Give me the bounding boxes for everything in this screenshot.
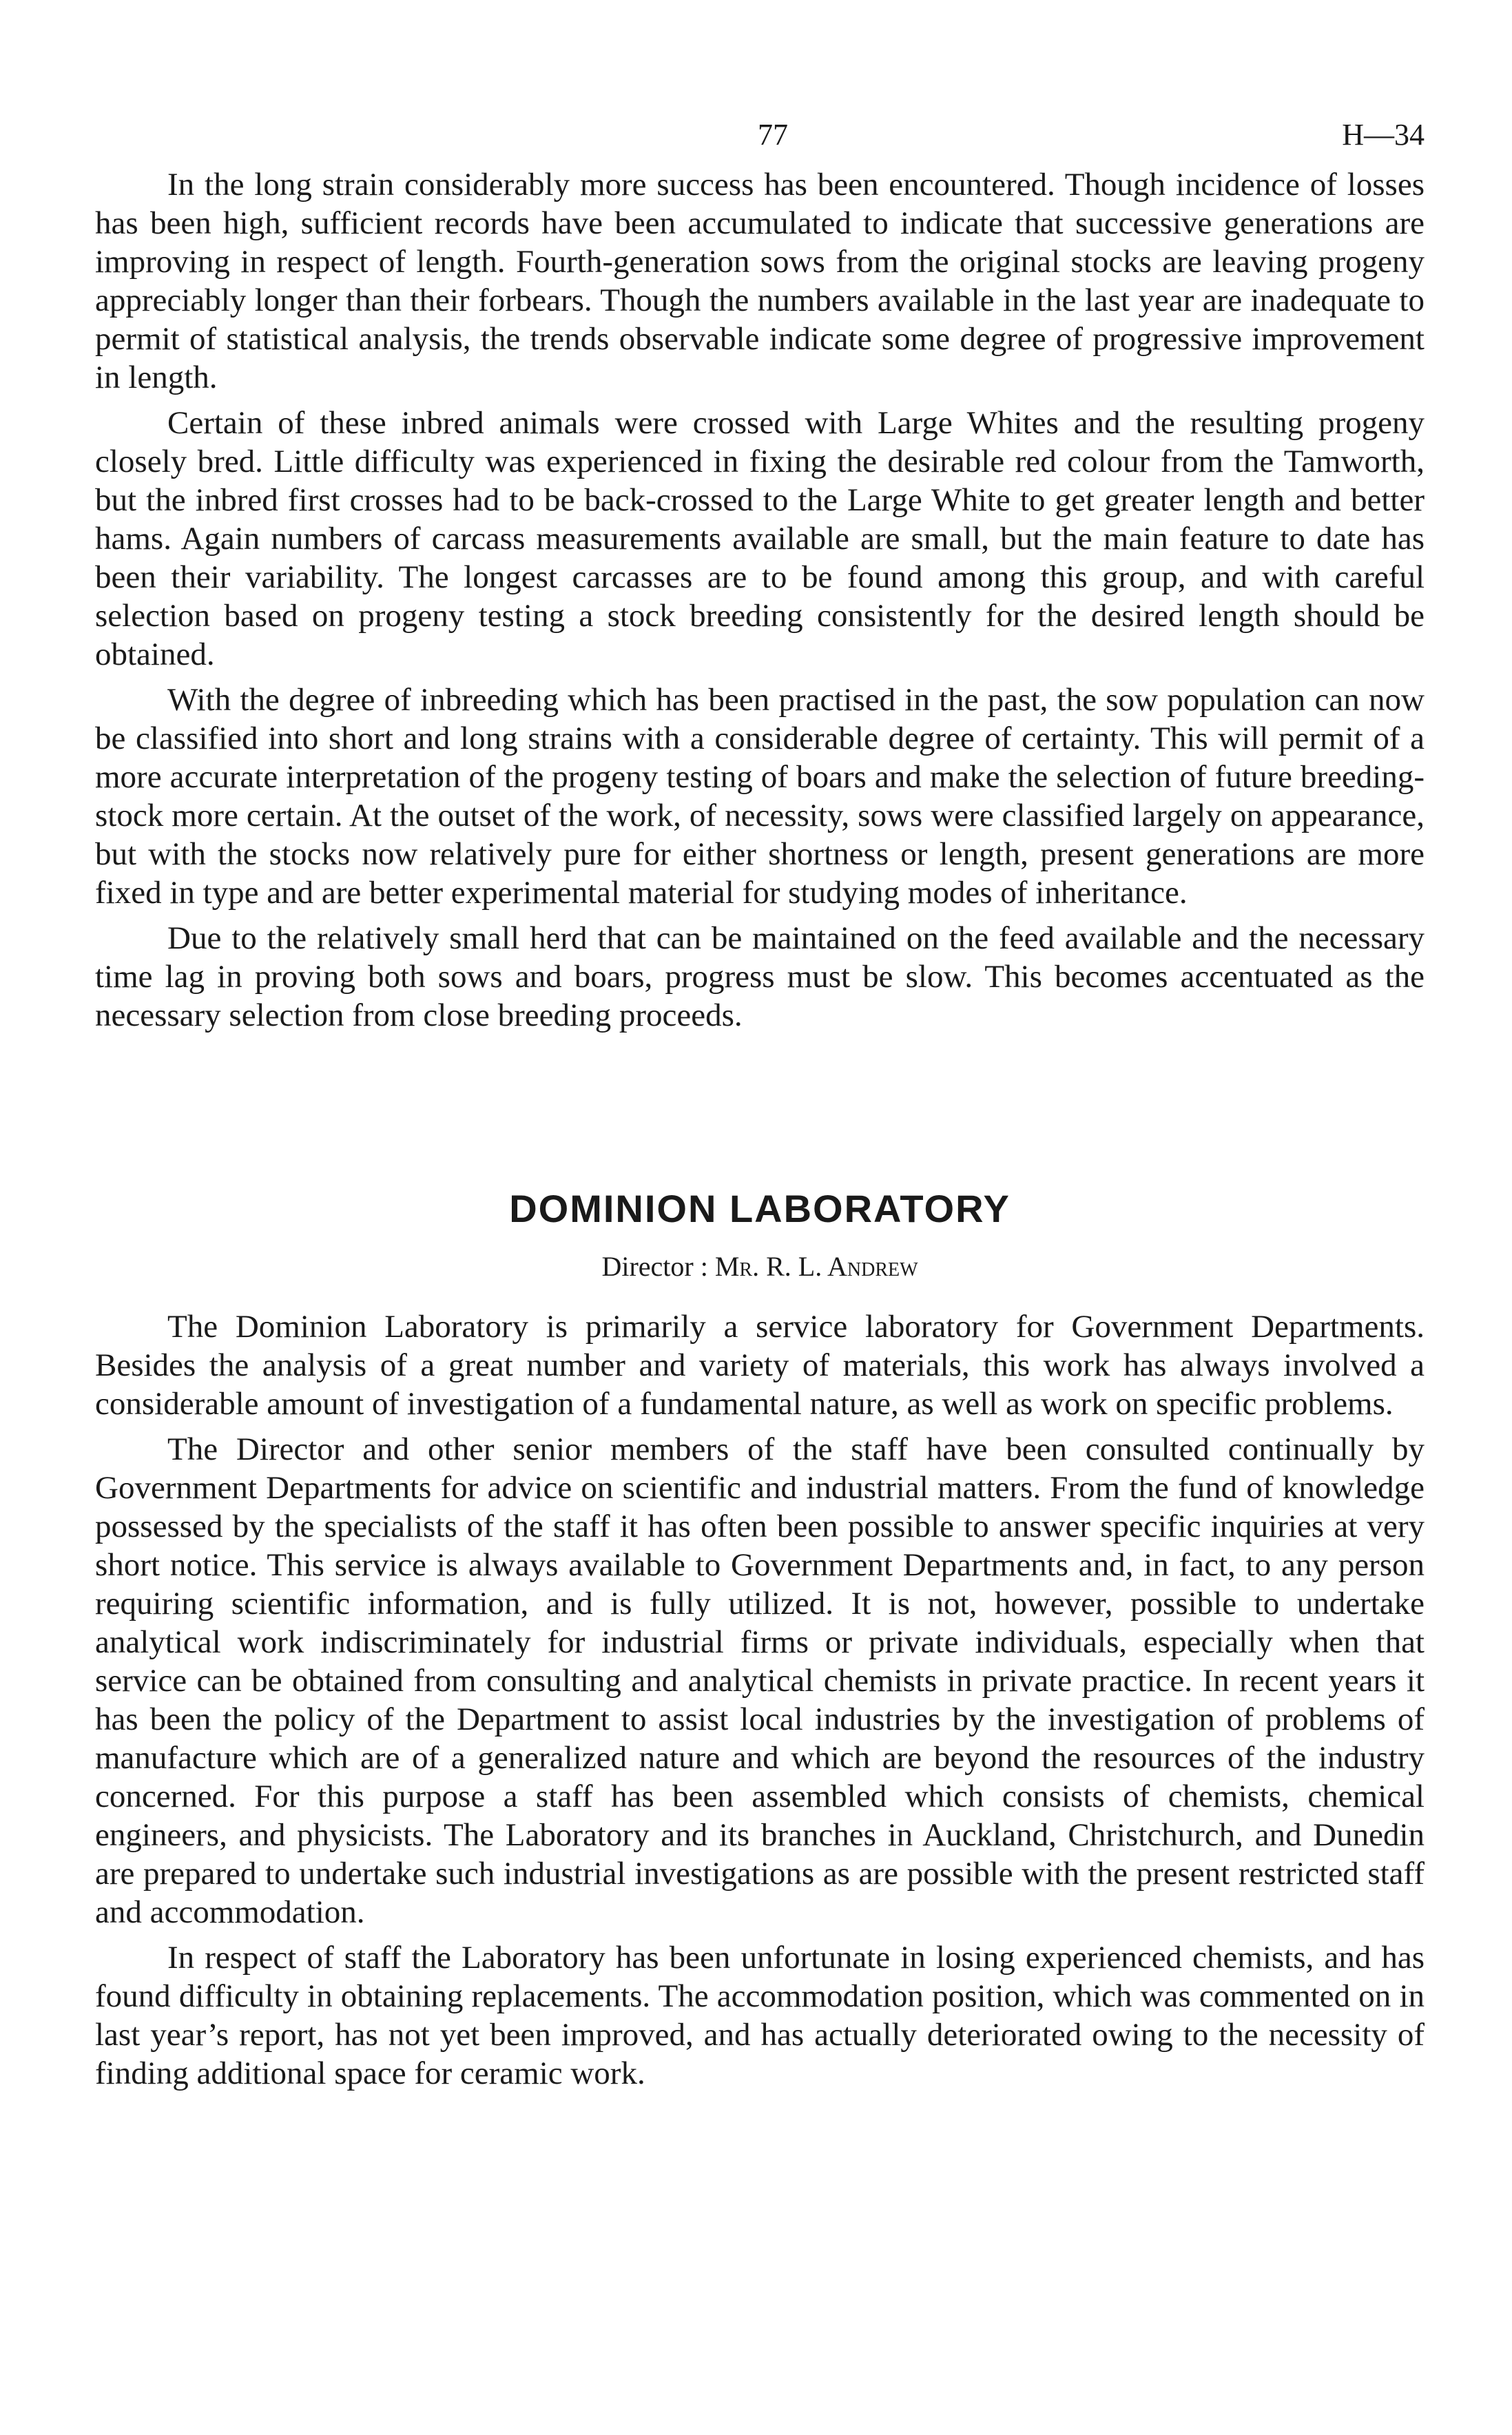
paragraph: The Director and other senior members of the staff have been consulted continually by Government Departments for advice on scientific and industrial matters. From the fund of knowledge possessed by the specialists of the staff it has often been possible to answer specific inquiries at very short notice. This service is always available to Government Departments and, in fact, to any person requiring scientific information, and is fully utilized. It is not, however, possible to undertake analytical work indiscriminately for industrial firms or private individuals, especially when that service can be obtained from consulting and analytical chemists in private practice. In recent years it has been the policy of the Department to assist local industries by the investigation of problems of manufacture which are of a generalized nature and which are beyond the resources of the industry concerned. For this purpose a staff has been assembled which consists of chemists, chemical engineers, and physicists. The Laboratory and its branches in Auckland, Christchurch, and Dunedin are prepared to undertake such industrial investigations as are possible with the present restricted staff and accommodation. [95, 1431, 1425, 1930]
page-number: 77 [758, 118, 788, 152]
intro-text [95, 165, 1425, 1035]
paragraph: Certain of these inbred animals were crossed with Large Whites and the resulting progeny closely bred. Little difficulty was experienced in fixing the desirable red colour from the Tamworth, but the inbred first crosses had to be back-crossed to the Large White to get greater length and better hams. Again numbers of carcass measurements available are small, but the main feature to date has been their variability. The longest carcasses are to be found among this group, and with careful selection based on progeny testing a stock breeding consistently for the desired length should be obtained. [95, 405, 1425, 672]
director-name: Mr. R. L. Andrew [714, 1251, 918, 1282]
paragraph: The Dominion Laboratory is primarily a service laboratory for Government Departments. Besides the analysis of a great number and variety of materials, this work has always involved a considerable amount of investigation of a fundamental nature, as well as work on specific problems. [95, 1309, 1425, 1422]
section-spacer [95, 1042, 1425, 1186]
page-header [95, 117, 1425, 165]
document-code: H—34 [1342, 118, 1425, 152]
dominion-laboratory-section [95, 1186, 1425, 2093]
paragraph: With the degree of inbreeding which has been practised in the past, the sow population can now be classified into short and long strains with a considerable degree of certainty. This will permit of a more accurate interpretation of the progeny testing of boars and make the selection of future breeding-stock more certain. At the outset of the work, of necessity, sows were classified largely on appearance, but with the stocks now relatively pure for either shortness or length, present generations are more fixed in type and are better experimental material for studying modes of inheritance. [95, 682, 1425, 911]
paragraph: Due to the relatively small herd that can be maintained on the feed available and the necessary time lag in proving both sows and boars, progress must be slow. This becomes accentuated as the necessary selection from close breeding proceeds. [95, 920, 1425, 1033]
paragraph: In the long strain considerably more success has been encountered. Though incidence of losses has been high, sufficient records have been accumulated to indicate that successive generations are improving in respect of length. Fourth-generation sows from the original stocks are leaving progeny appreciably longer than their forbears. Though the numbers available in the last year are inadequate to permit of statistical analysis, the trends observable indicate some degree of progressive improvement in length. [95, 167, 1425, 395]
director-label: Director : [601, 1251, 708, 1282]
paragraph: In respect of staff the Laboratory has been unfortunate in losing experienced chemists, and has found difficulty in obtaining replacements. The accommodation position, which was commented on in last year’s report, has not yet been improved, and has actually deteriorated owing to the necessity of finding additional space for ceramic work. [95, 1940, 1425, 2091]
section-title: DOMINION LABORATORY [509, 1187, 1011, 1230]
document-page [95, 117, 1425, 2100]
director-line [95, 1250, 1425, 1283]
